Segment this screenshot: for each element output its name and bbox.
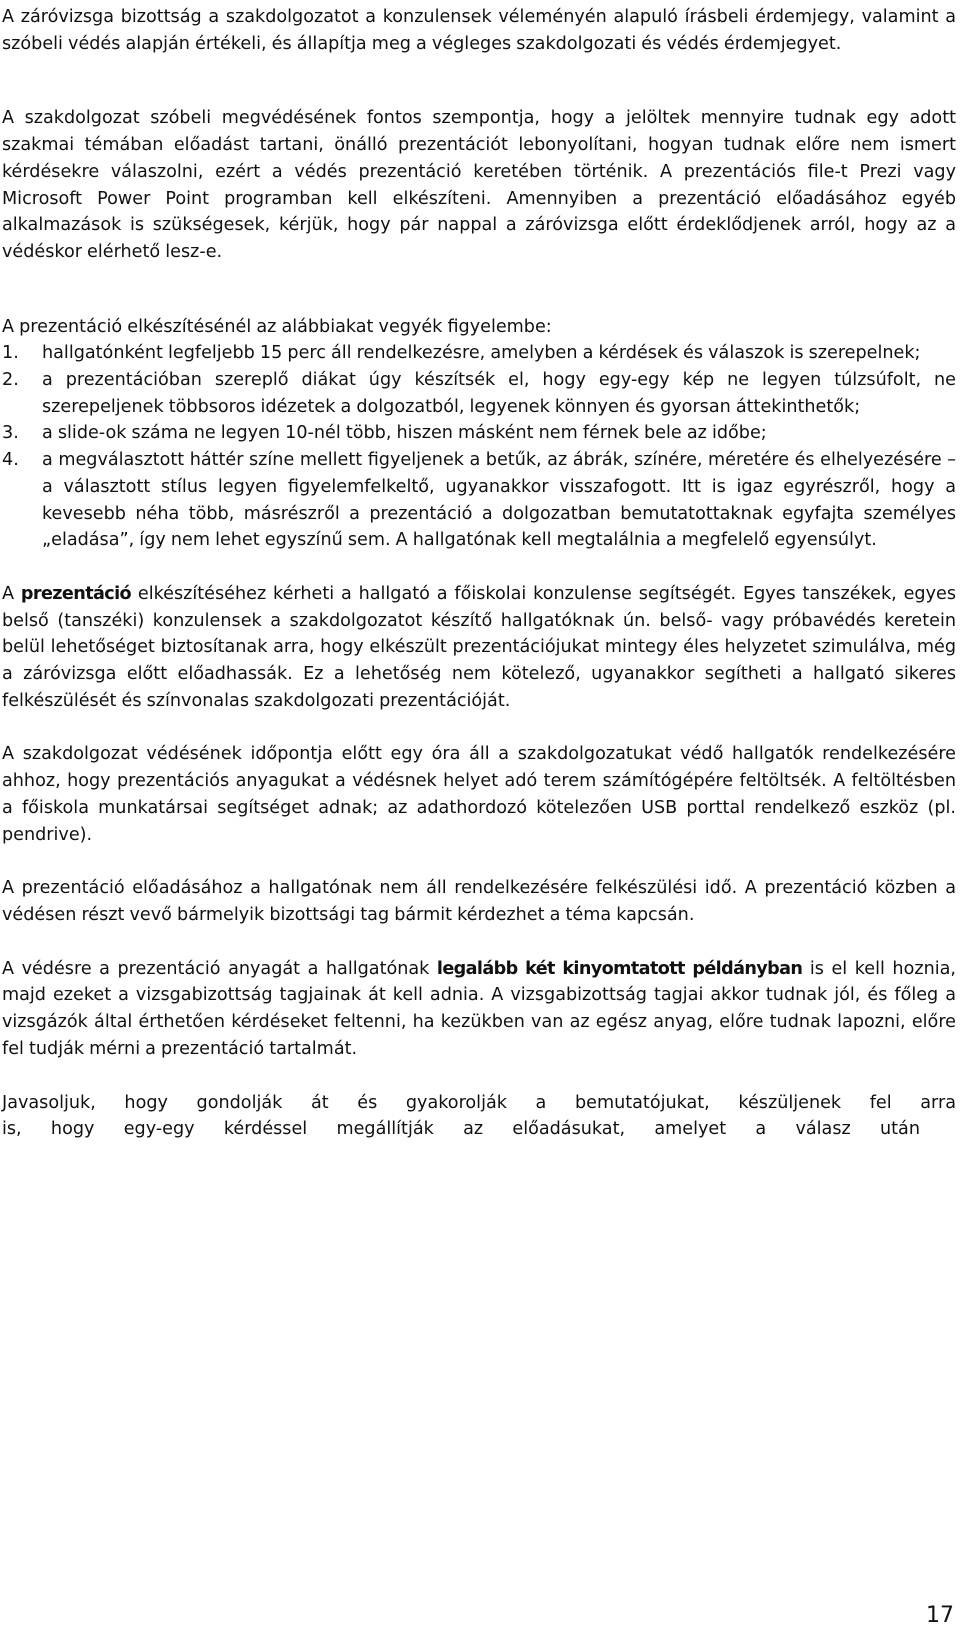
list-item-number: 3. bbox=[2, 423, 19, 444]
list-item bbox=[2, 367, 956, 420]
spacer bbox=[2, 714, 956, 741]
list-item-text: hallgatónként legfeljebb 15 perc áll rendelkezésre, amelyben a kérdések és válaszok is szerepelnek; bbox=[42, 343, 921, 364]
printed-copies-paragraph bbox=[2, 956, 956, 1063]
consultant-paragraph bbox=[2, 581, 956, 715]
advice-line-2: is, hogy egy-egy kérdéssel megállítják az előadásukat, amelyet a válasz után bbox=[2, 1119, 920, 1140]
printed-copies-post: is el kell hoznia, majd ezeket a vizsgabizottság tagjainak át kell adnia. A vizsgabizottság tagjai akkor tudnak jól, és főleg a vizsgázók által érthetően kérdéseket feltenni, ha kezükben van az egész anyag, előre tudnak lapozni, előre fel tudják mérni a prezentáció tartalmát. bbox=[2, 958, 956, 1059]
list-item bbox=[2, 447, 956, 554]
spacer bbox=[2, 1063, 956, 1090]
consultant-paragraph-post: elkészítéséhez kérheti a hallgató a főiskolai konzulense segítségét. Egyes tanszékek, egyes belső (tanszéki) konzulensek a szakdolgozatot készítő hallgatóknak ún. belső- vagy próbavédés keretein belül lehetőséget biztosítanak arra, hogy elkészült prezentációjukat mintegy éles helyzetet szimulálva, még a záróvizsga előtt előadhassák. Ez a lehetőség nem kötelező, ugyanakkor segítheti a hallgató sikeres felkészülését és színvonalas szakdolgozati prezentációját. bbox=[2, 583, 956, 711]
advice-paragraph-continued bbox=[2, 1116, 956, 1143]
spacer bbox=[2, 554, 956, 581]
spacer bbox=[2, 848, 956, 875]
list-item-number: 2. bbox=[2, 370, 19, 391]
questions-paragraph: A prezentáció előadásához a hallgatónak nem áll rendelkezésére felkészülési idő. A prezentáció közben a védésen részt vevő bármelyik bizottsági tag bármit kérdezhet a téma kapcsán. bbox=[2, 878, 956, 925]
requirements-list bbox=[2, 340, 956, 554]
advice-line-1: Javasoljuk, hogy gondolják át és gyakorolják a bemutatójukat, készüljenek fel arra bbox=[2, 1092, 956, 1113]
list-item bbox=[2, 340, 956, 367]
list-intro: A prezentáció elkészítésénél az alábbiakat vegyék figyelembe: bbox=[2, 316, 552, 337]
spacer bbox=[2, 266, 956, 314]
list-item-number: 1. bbox=[2, 343, 19, 364]
consultant-paragraph-bold: prezentáció bbox=[20, 583, 132, 604]
advice-paragraph bbox=[2, 1090, 956, 1117]
document-page bbox=[2, 0, 956, 1630]
list-item-text: a megválasztott háttér színe mellett figyeljenek a betűk, az ábrák, színére, méretére és elhelyezésére – a választott stílus legyen figyelemfelkeltő, ugyanakkor visszafogott. Itt is igaz egyrészről, hogy a kevesebb néha több, másrészről a prezentáció a dolgozatban bemutatottaknak egyfajta személyes „eladása”, így nem lehet egyszínű sem. A hallgatónak kell megtalálnia a megfelelő egyensúlyt. bbox=[42, 450, 956, 551]
list-item-text: a slide-ok száma ne legyen 10-nél több, hiszen másként nem férnek bele az időbe; bbox=[42, 423, 767, 444]
presentation-paragraph: A szakdolgozat szóbeli megvédésének fontos szempontja, hogy a jelöltek mennyire tudnak egy adott szakmai témában előadást tartani, önálló prezentációt lebonyolítani, hogyan tudnak előre nem ismert kérdésekre válaszolni, ezért a védés prezentáció keretében történik. A prezentációs file-t Prezi vagy Microsoft Power Point programban kell elkészíteni. Amennyiben a prezentáció előadásához egyéb alkalmazások is szükségesek, kérjük, hogy pár nappal a záróvizsga előtt érdeklődjenek arról, hogy az a védéskor elérhető lesz-e. bbox=[2, 108, 956, 262]
list-item-text: a prezentációban szereplő diákat úgy készítsék el, hogy egy-egy kép ne legyen túlzsúfolt, ne szerepeljenek többsoros idézetek a dolgozatból, legyenek könnyen és gyorsan áttekinthetők; bbox=[42, 370, 956, 417]
printed-copies-bold: legalább két kinyomtatott példányban bbox=[436, 958, 803, 979]
intro-paragraph: A záróvizsga bizottság a szakdolgozatot a konzulensek véleményén alapuló írásbeli érdemjegy, valamint a szóbeli védés alapján értékeli, és állapítja meg a végleges szakdolgozati és védés érdemjegyet. bbox=[2, 7, 956, 54]
printed-copies-pre: A védésre a prezentáció anyagát a hallgatónak bbox=[2, 958, 437, 979]
page-number: 17 bbox=[926, 1603, 954, 1628]
spacer bbox=[2, 57, 956, 105]
consultant-paragraph-pre: A bbox=[2, 583, 21, 604]
list-item-number: 4. bbox=[2, 450, 19, 471]
spacer bbox=[2, 929, 956, 956]
list-item bbox=[2, 420, 956, 447]
upload-paragraph: A szakdolgozat védésének időpontja előtt egy óra áll a szakdolgozatukat védő hallgatók rendelkezésére ahhoz, hogy prezentációs anyagukat a védésnek helyet adó terem számítógépére feltöltsék. A feltöltésben a főiskola munkatársai segítséget adnak; az adathordozó kötelezően USB porttal rendelkező eszköz (pl. pendrive). bbox=[2, 744, 956, 845]
